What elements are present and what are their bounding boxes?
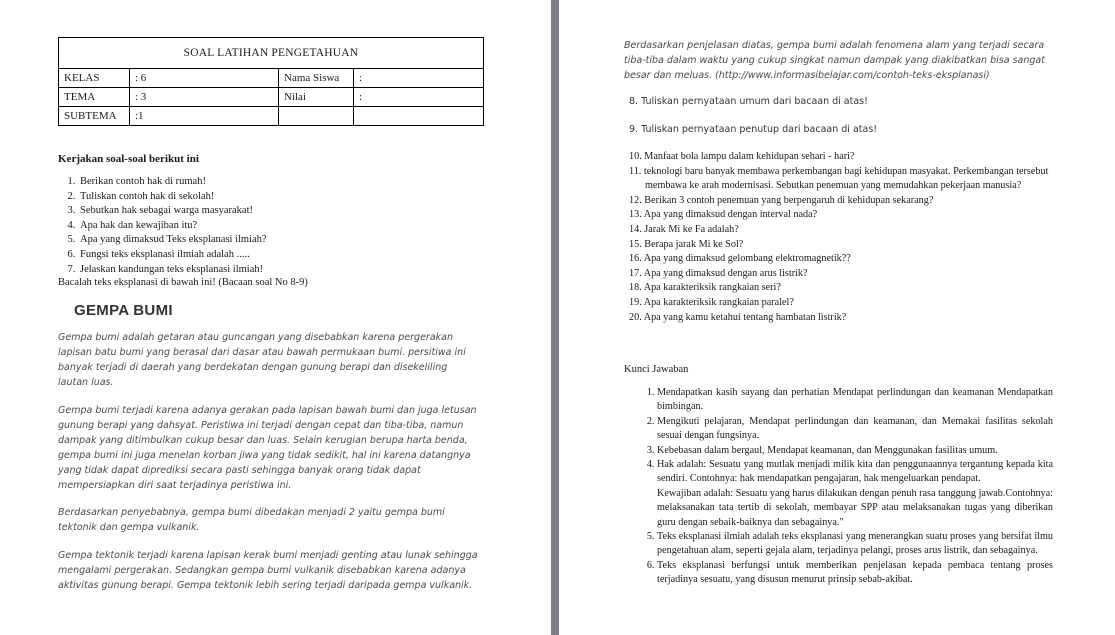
list-item: 15. Berapa jarak Mi ke Sol? [629, 238, 744, 250]
list-item: 14. Jarak Mi ke Fa adalah? [629, 223, 739, 235]
list-item: 20. Apa yang kamu ketahui tentang hambatan listrik? [629, 311, 847, 323]
empty-cell [279, 107, 354, 126]
nilai-label: Nilai [279, 88, 354, 107]
list-item: 6. Fungsi teks eksplanasi ilmiah adalah ..... [78, 248, 498, 263]
nilai-value[interactable]: : [354, 88, 484, 107]
question-list-part1 [58, 175, 498, 277]
answer-4-hak: Hak adalah: Sesuatu yang mutlak menjadi milik kita dan penggunaannya tergantung kepada kita sendiri. Contohnya: hak mendapatkan pengajaran, hak mengeluarkan pendapat. [657, 459, 1053, 485]
question-8: 8. Tuliskan pernyataan umum dari bacaan di atas! [629, 96, 868, 107]
list-item: 17. Apa yang dimaksud dengan arus listrik? [629, 267, 808, 279]
list-item: 12. Berikan 3 contoh penemuan yang berpengaruh di kehidupan sekarang? [629, 194, 934, 206]
kelas-value: : 6 [130, 69, 279, 88]
list-item: 11. teknologi baru banyak membawa perkembangan bagi kehidupan masyakat. Perkembangan tersebut membawa ke arah modernisasi. Sebutkan penemuan yang memudahkan pekerjaan manusia? [629, 165, 1049, 192]
list-item: 18. Apa karakteriksik rangkaian seri? [629, 282, 781, 294]
list-item: 2. Tuliskan contoh hak di sekolah! [78, 190, 498, 205]
worksheet-title: SOAL LATIHAN PENGETAHUAN [59, 38, 484, 69]
question-9: 9. Tuliskan pernyataan penutup dari bacaan di atas! [629, 124, 878, 135]
article-paragraph: Gempa bumi adalah getaran atau guncangan yang disebabkan karena pergerakan lapisan batu bumi yang berasal dari dasar atau bawah permukaan bumi. persitiwa ini banyak terjadi di daerah yang berdekatan dengan gunung berapi dan disekeliling lautan luas. [58, 332, 466, 388]
question-list-part2 [629, 150, 1054, 325]
list-item: 1. Berikan contoh hak di rumah! [78, 175, 498, 190]
answer-4-kewajiban: Kewajiban adalah: Sesuatu yang harus dilakukan dengan penuh rasa tanggung jawab.Contohnya: melaksanakan tata tertib di sekolah, membayar SPP atau melaksanakan tugas yang diberikan guru dengan sebaik-baiknya dan sebagainya." [657, 487, 1053, 528]
nama-siswa-value[interactable]: : [354, 69, 484, 88]
list-item [657, 458, 1053, 530]
list-item: 3. Sebutkan hak sebagai warga masyarakat! [78, 204, 498, 219]
list-item: 5. Apa yang dimaksud Teks eksplanasi ilmiah? [78, 233, 498, 248]
answer-list [641, 386, 1053, 588]
reading-instruction: Bacalah teks eksplanasi di bawah ini! (Bacaan soal No 8-9) [58, 277, 308, 288]
list-item: 19. Apa karakteriksik rangkaian paralel? [629, 296, 794, 308]
article-title: GEMPA BUMI [74, 302, 173, 319]
nama-siswa-label: Nama Siswa [279, 69, 354, 88]
list-item: 10. Manfaat bola lampu dalam kehidupan sehari - hari? [629, 151, 855, 162]
subtema-label: SUBTEMA [59, 107, 130, 126]
article-paragraph: Gempa tektonik terjadi karena lapisan kerak bumi menjadi genting atau lunak sehingga mengalami pergerakan. Sedangkan gempa bumi vulkanik disebabkan karena adanya aktivitas gunung berapi. Gempa tektonik lebih sering terjadi daripada gempa vulkanik. [58, 550, 478, 591]
list-item: 3. Kebebasan dalam bergaul, Mendapat keamanan, dan Menggunakan fasilitas umum. [657, 444, 1053, 458]
article-paragraph: Berdasarkan penyebabnya, gempa bumi dibedakan menjadi 2 yaitu gempa bumi tektonik dan gempa vulkanik. [58, 507, 445, 533]
header-table [58, 37, 484, 126]
tema-value: : 3 [130, 88, 279, 107]
list-item: 6. Teks eksplanasi berfungsi untuk memberikan penjelasan kepada pembaca tentang proses terjadinya sesuatu, yang disusun menurut prinsip sebab-akibat. [657, 559, 1053, 588]
article-paragraph: Gempa bumi terjadi karena adanya gerakan pada lapisan bawah bumi dan juga letusan gunung berapi yang dahsyat. Peristiwa ini terjadi dengan cepat dan tiba-tiba, namun dampak yang ditimbulkan cukup besar dan luas. Selain kerugian berupa harta benda, gempa bumi ini juga menelan korban jiwa yang tidak sedikit, hal ini karena datangnya yang tidak dapat diprediksi secara pasti sehingga banyak orang tidak dapat mempersiapkan diri saat terjadinya peristiwa ini. [58, 405, 477, 491]
empty-cell [354, 107, 484, 126]
subtema-value: :1 [130, 107, 279, 126]
instruction: Kerjakan soal-soal berikut ini [58, 153, 199, 165]
list-item: 7. Jelaskan kandungan teks eksplanasi ilmiah! [78, 263, 498, 278]
kelas-label: KELAS [59, 69, 130, 88]
list-item: 16. Apa yang dimaksud gelombang elektromagnetik?? [629, 253, 851, 265]
answer-key-title: Kunci Jawaban [624, 364, 689, 375]
list-item: 4. Apa hak dan kewajiban itu? [78, 219, 498, 234]
list-item: 1. Mendapatkan kasih sayang dan perhatian Mendapat perlindungan dan keamanan Mendapatkan bimbingan. [657, 386, 1053, 415]
list-item: 5. Teks eksplanasi ilmiah adalah teks eksplanasi yang menerangkan suatu proses yang bersifat ilmu pengetahuan alam, seperti gejala alam, terjadinya pelangi, proses arus listrik, dan sebagainya. [657, 530, 1053, 559]
page-divider [551, 0, 559, 635]
list-item: 2. Mengikuti pelajaran, Mendapat perlindungan dan keamanan, dan Memakai fasilitas sekolah sesuai dengan fungsinya. [657, 415, 1053, 444]
tema-label: TEMA [59, 88, 130, 107]
list-item: 13. Apa yang dimaksud dengan interval nada? [629, 209, 818, 221]
article-paragraph: Berdasarkan penjelasan diatas, gempa bumi adalah fenomena alam yang terjadi secara tiba-tiba dalam waktu yang cukup singkat namun dampak yang diakibatkan bisa sangat besar dan meluas. (http://www.informasibelajar.com/contoh-teks-eksplanasi) [624, 40, 1045, 81]
